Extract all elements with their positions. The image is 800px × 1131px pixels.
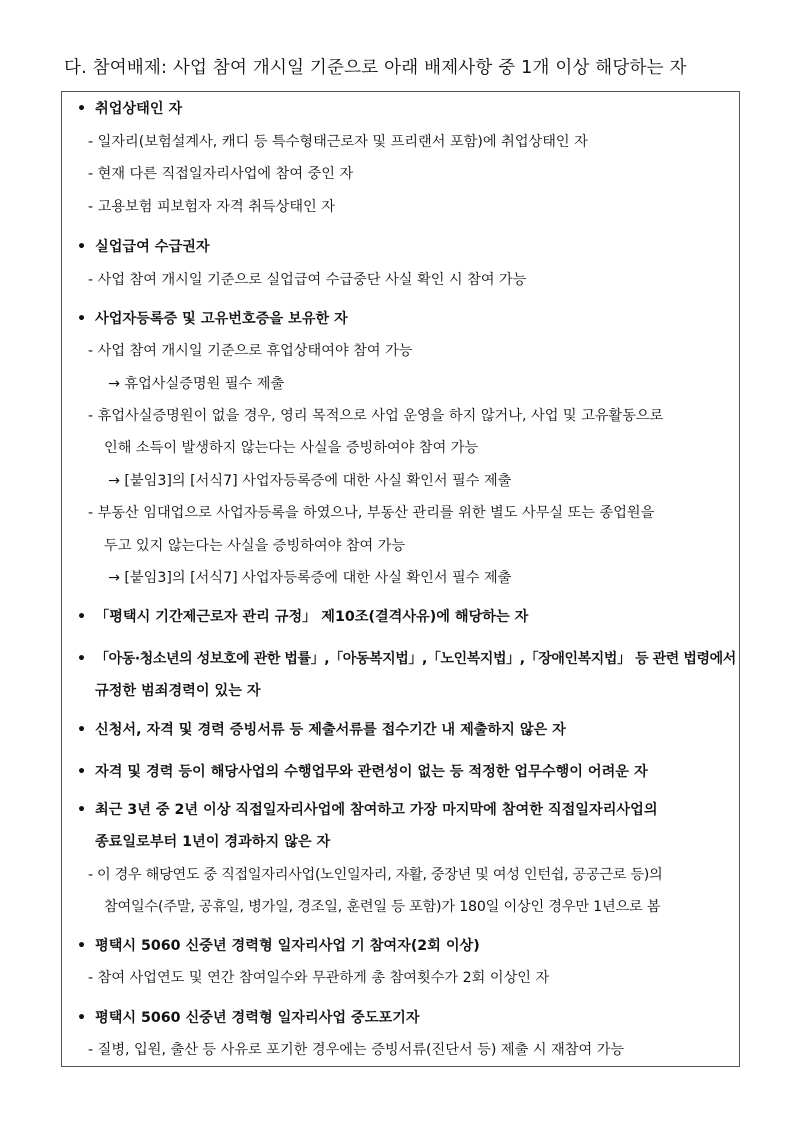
bullet-icon: • bbox=[77, 764, 87, 780]
bullet-icon: • bbox=[77, 802, 87, 818]
bullet-icon: • bbox=[77, 938, 87, 954]
criterion-title-cont: 종료일로부터 1년이 경과하지 않은 자 bbox=[95, 834, 331, 850]
criterion-detail: - 휴업사실증명원이 없을 경우, 영리 목적으로 사업 운영을 하지 않거나, 사업 및 고유활동으로 bbox=[88, 408, 664, 424]
criterion-detail: - 사업 참여 개시일 기준으로 휴업상태여야 참여 가능 bbox=[88, 343, 413, 359]
criterion-title: • 최근 3년 중 2년 이상 직접일자리사업에 참여하고 가장 마지막에 참여한 직접일자리사업의 bbox=[77, 802, 658, 818]
criterion-detail: - 이 경우 해당연도 중 직접일자리사업(노인일자리, 자활, 중장년 및 여성 인턴쉽, 공공근로 등)의 bbox=[88, 867, 663, 883]
bullet-icon: • bbox=[77, 1010, 87, 1026]
bullet-icon: • bbox=[77, 311, 87, 327]
criterion-detail-cont: 두고 있지 않는다는 사실을 증빙하여야 참여 가능 bbox=[104, 538, 406, 554]
criterion-title: • 취업상태인 자 bbox=[77, 101, 183, 117]
criterion-detail-cont: 참여일수(주말, 공휴일, 병가일, 경조일, 훈련일 등 포함)가 180일 이상인 경우만 1년으로 봄 bbox=[104, 899, 661, 915]
criterion-detail: - 참여 사업연도 및 연간 참여일수와 무관하게 총 참여횟수가 2회 이상인 자 bbox=[88, 970, 550, 986]
criterion-detail: - 질병, 입원, 출산 등 사유로 포기한 경우에는 증빙서류(진단서 등) 제출 시 재참여 가능 bbox=[88, 1042, 625, 1058]
bullet-icon: • bbox=[77, 722, 87, 738]
criterion-title: • 「아동·청소년의 성보호에 관한 법률」,「아동복지법」,「노인복지법」,「장애인복지법」 등 관련 법령에서 bbox=[77, 651, 736, 667]
criterion-title: • 신청서, 자격 및 경력 증빙서류 등 제출서류를 접수기간 내 제출하지 않은 자 bbox=[77, 722, 566, 738]
criterion-detail: - 일자리(보험설계사, 캐디 등 특수형태근로자 및 프리랜서 포함)에 취업상태인 자 bbox=[88, 134, 588, 150]
criterion-title-cont: 규정한 범죄경력이 있는 자 bbox=[95, 683, 261, 699]
bullet-icon: • bbox=[77, 651, 86, 667]
criterion-detail: - 사업 참여 개시일 기준으로 실업급여 수급중단 사실 확인 시 참여 가능 bbox=[88, 272, 527, 288]
criterion-title: • 평택시 5060 신중년 경력형 일자리사업 중도포기자 bbox=[77, 1010, 420, 1026]
criterion-note: → [붙임3]의 [서식7] 사업자등록증에 대한 사실 확인서 필수 제출 bbox=[108, 570, 512, 586]
bullet-icon: • bbox=[77, 101, 87, 117]
criterion-detail: - 부동산 임대업으로 사업자등록을 하였으나, 부동산 관리를 위한 별도 사무실 또는 종업원을 bbox=[88, 505, 655, 521]
criterion-title: • 자격 및 경력 등이 해당사업의 수행업무와 관련성이 없는 등 적정한 업무수행이 어려운 자 bbox=[77, 764, 648, 780]
bullet-icon: • bbox=[77, 609, 87, 625]
criterion-note: → [붙임3]의 [서식7] 사업자등록증에 대한 사실 확인서 필수 제출 bbox=[108, 473, 512, 489]
criterion-title: • 실업급여 수급권자 bbox=[77, 239, 210, 255]
criterion-detail-cont: 인해 소득이 발생하지 않는다는 사실을 증빙하여야 참여 가능 bbox=[104, 440, 479, 456]
section-heading: 다. 참여배제: 사업 참여 개시일 기준으로 아래 배제사항 중 1개 이상 해당하는 자 bbox=[64, 58, 687, 78]
criterion-title: • 평택시 5060 신중년 경력형 일자리사업 기 참여자(2회 이상) bbox=[77, 938, 480, 954]
criterion-detail: - 고용보험 피보험자 자격 취득상태인 자 bbox=[88, 199, 335, 215]
criterion-detail: - 현재 다른 직접일자리사업에 참여 중인 자 bbox=[88, 166, 354, 182]
bullet-icon: • bbox=[77, 239, 87, 255]
criterion-title: • 「평택시 기간제근로자 관리 규정」 제10조(결격사유)에 해당하는 자 bbox=[77, 609, 529, 625]
criterion-title: • 사업자등록증 및 고유번호증을 보유한 자 bbox=[77, 311, 348, 327]
criterion-note: → 휴업사실증명원 필수 제출 bbox=[108, 376, 285, 392]
